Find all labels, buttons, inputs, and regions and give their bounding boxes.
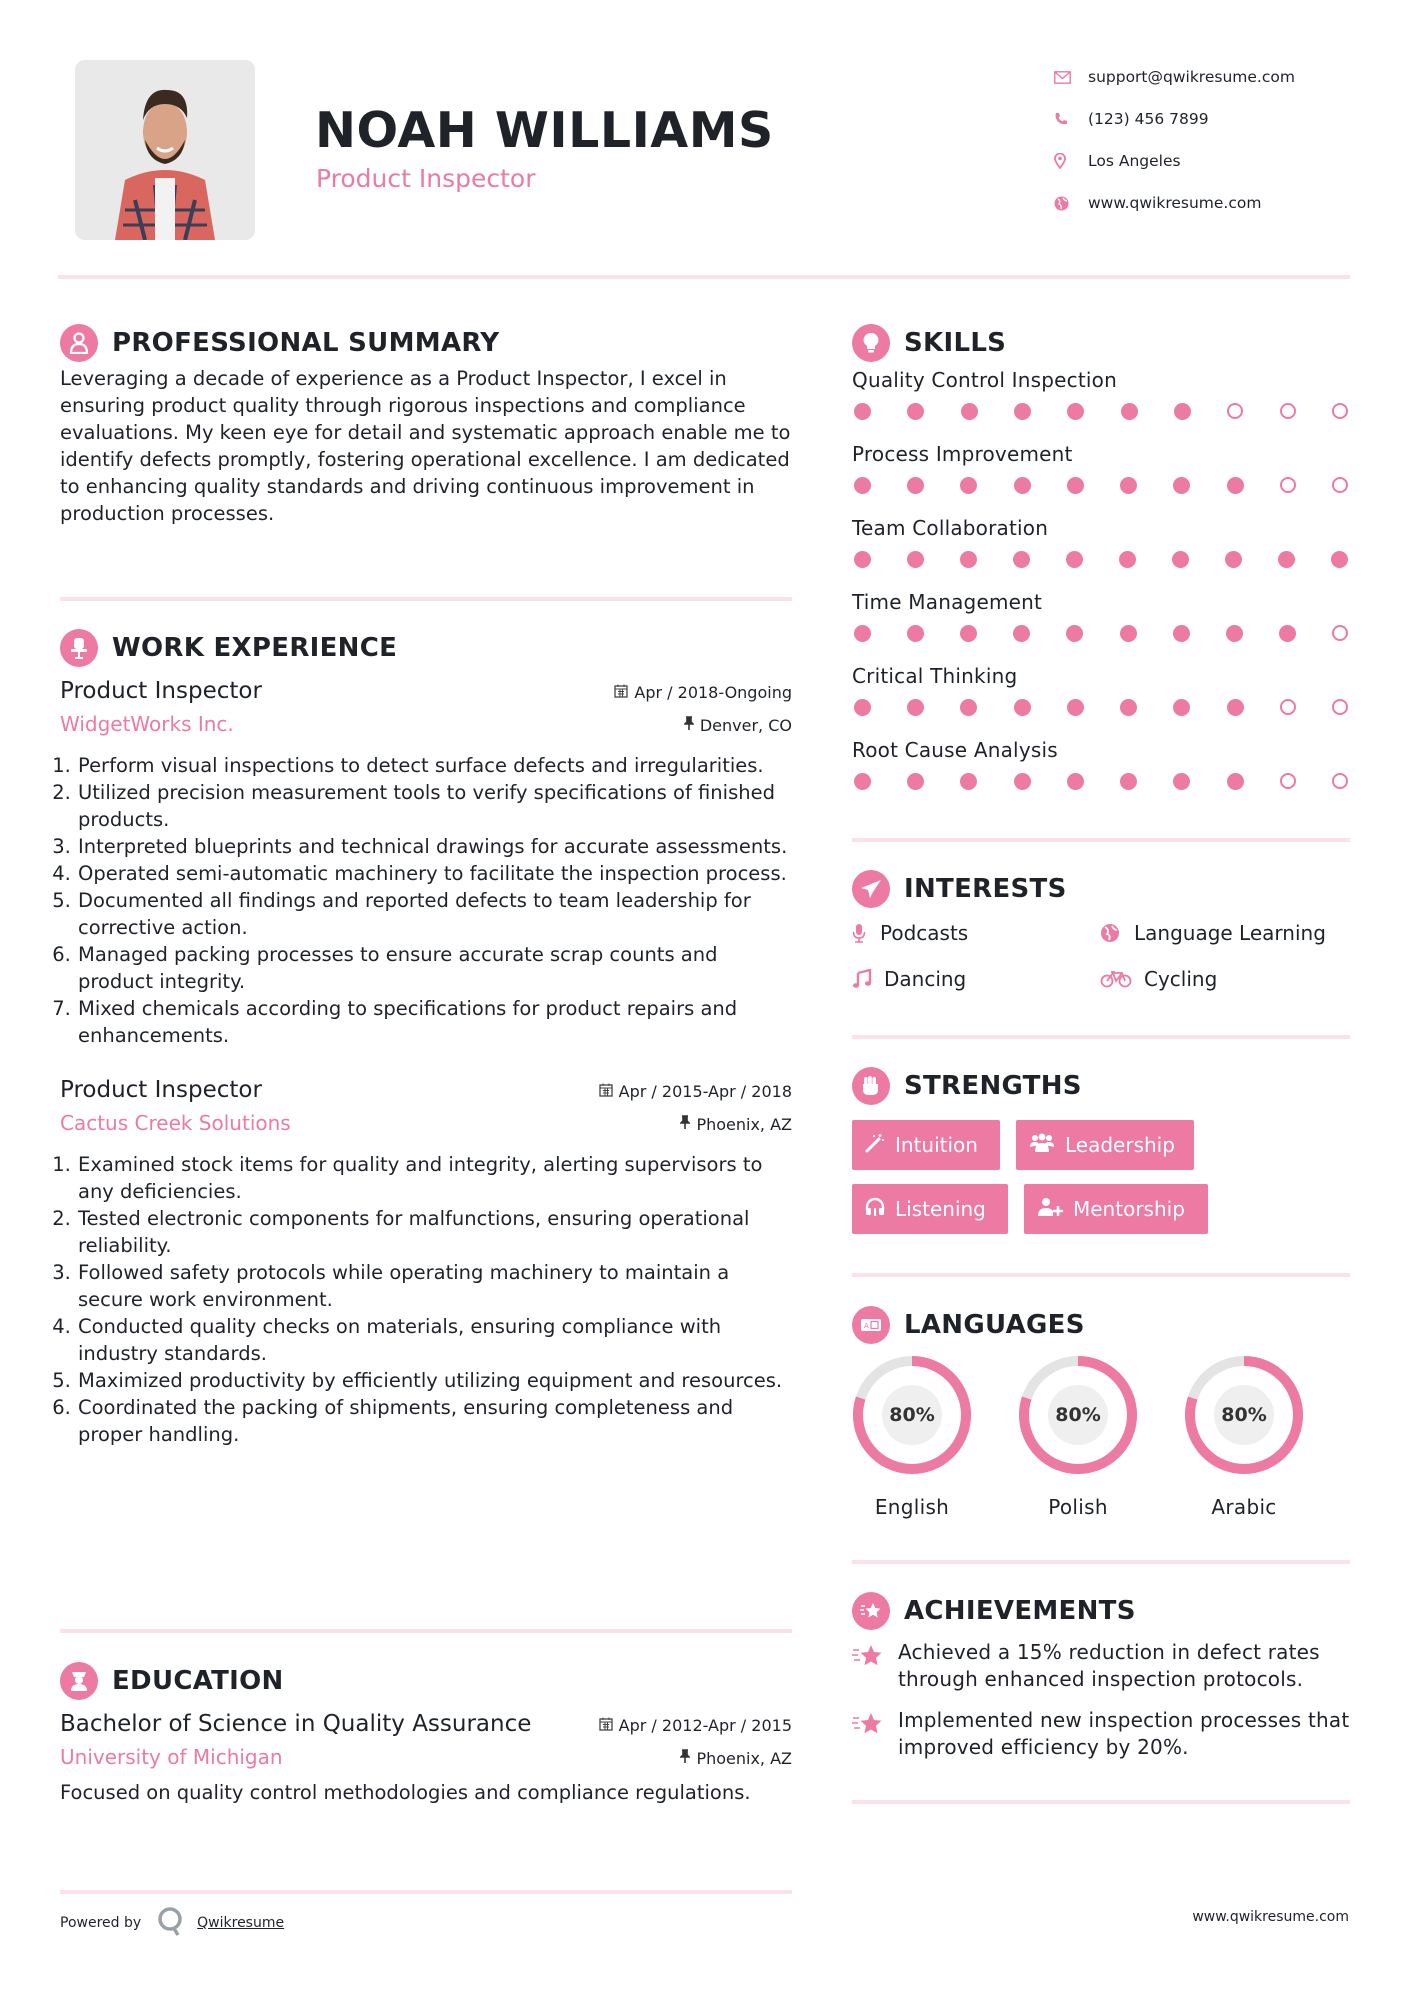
contact-phone[interactable]: (123) 456 7899 — [1052, 98, 1392, 140]
section-divider — [60, 1890, 792, 1894]
map-pin-icon — [1052, 153, 1088, 169]
school-name: University of Michigan — [60, 1745, 283, 1769]
footer-website[interactable]: www.qwikresume.com — [1192, 1909, 1349, 1925]
list-item: 7. Mixed chemicals according to specifications for product repairs and enhancements. — [77, 995, 792, 1049]
filled-dot-icon — [960, 699, 977, 716]
filled-dot-icon — [961, 403, 978, 420]
filled-dot-icon — [1014, 477, 1031, 494]
filled-dot-icon — [854, 773, 871, 790]
fist-icon — [852, 1067, 890, 1105]
skill-rating — [852, 617, 1350, 661]
section-divider — [852, 838, 1350, 842]
interest-item: Dancing — [852, 963, 1100, 995]
empty-dot-icon — [1332, 699, 1348, 715]
filled-dot-icon — [854, 477, 871, 494]
filled-dot-icon — [1120, 477, 1137, 494]
summary-text: Leveraging a decade of experience as a Product Inspector, I excel in ensuring product quality through rigorous inspections and compliance evaluations. My keen eye for detail and systematic approach enable me to identify defects promptly, fostering operational excellence. I am dedicated to enhancing quality standards and driving continuous improvement in production processes. — [60, 367, 791, 525]
language-name: Polish — [1048, 1495, 1108, 1519]
person-photo-icon — [75, 60, 255, 240]
magic-wand-icon — [865, 1133, 885, 1158]
filled-dot-icon — [907, 477, 924, 494]
section-divider — [852, 1273, 1350, 1277]
list-item: 4. Operated semi-automatic machinery to facilitate the inspection process. — [77, 860, 792, 887]
education-entry — [60, 1711, 792, 1806]
job-dates: Apr / 2018-Ongoing — [614, 683, 792, 702]
phone-icon — [1052, 112, 1088, 126]
progress-ring — [852, 1355, 972, 1475]
section-skills — [852, 323, 1350, 809]
pushpin-icon — [680, 1749, 690, 1768]
list-item: 6. Managed packing processes to ensure accurate scrap counts and product integrity. — [77, 941, 792, 995]
filled-dot-icon — [1013, 625, 1030, 642]
language-item — [1018, 1355, 1138, 1519]
skill-rating — [852, 691, 1350, 735]
language-item — [852, 1355, 972, 1519]
skill-name: Quality Control Inspection — [852, 368, 1117, 392]
filled-dot-icon — [1014, 699, 1031, 716]
interest-item: Language Learning — [1100, 917, 1350, 949]
filled-dot-icon — [1013, 551, 1030, 568]
section-header: STRENGTHS — [852, 1066, 1350, 1106]
list-item: 1. Perform visual inspections to detect surface defects and irregularities. — [77, 752, 792, 779]
filled-dot-icon — [1331, 551, 1348, 568]
degree-title: Bachelor of Science in Quality Assurance — [60, 1711, 532, 1737]
job-title: Product Inspector — [60, 1077, 262, 1103]
language-item — [1184, 1355, 1304, 1519]
progress-ring — [1018, 1355, 1138, 1475]
strength-tag: Mentorship — [1024, 1184, 1208, 1234]
interest-item: Cycling — [1100, 963, 1350, 995]
skill-name: Critical Thinking — [852, 664, 1018, 688]
filled-dot-icon — [1227, 773, 1244, 790]
company-name: WidgetWorks Inc. — [60, 712, 234, 736]
qwikresume-logo-icon — [157, 1906, 183, 1940]
strengths-list — [852, 1120, 1252, 1234]
contact-location: Los Angeles — [1052, 140, 1392, 182]
list-item: 3. Interpreted blueprints and technical drawings for accurate assessments. — [77, 833, 792, 860]
filled-dot-icon — [1173, 625, 1190, 642]
shooting-star-icon — [852, 1592, 890, 1630]
candidate-title: Product Inspector — [316, 164, 536, 193]
calendar-icon — [599, 1082, 613, 1101]
section-divider — [60, 1629, 792, 1633]
filled-dot-icon — [1067, 773, 1084, 790]
empty-dot-icon — [1332, 773, 1348, 789]
bicycle-icon — [1100, 970, 1144, 988]
profile-photo — [75, 60, 255, 240]
language-name: English — [874, 1495, 950, 1519]
filled-dot-icon — [1279, 625, 1296, 642]
filled-dot-icon — [960, 477, 977, 494]
education-location: Phoenix, AZ — [680, 1749, 792, 1768]
filled-dot-icon — [960, 625, 977, 642]
section-header: PROFESSIONAL SUMMARY — [60, 323, 792, 363]
list-item: 1. Examined stock items for quality and integrity, alerting supervisors to any deficiencies. — [77, 1151, 792, 1205]
section-strengths — [852, 1066, 1350, 1234]
section-header: SKILLS — [852, 323, 1350, 363]
shooting-star-icon — [852, 1639, 898, 1693]
section-professional-summary — [60, 323, 792, 527]
chair-icon — [60, 629, 98, 667]
empty-dot-icon — [1280, 773, 1296, 789]
user-plus-icon — [1037, 1197, 1063, 1222]
list-item: 2. Utilized precision measurement tools to verify specifications of finished products. — [77, 779, 792, 833]
strength-tag: Listening — [852, 1184, 1008, 1234]
filled-dot-icon — [1120, 773, 1137, 790]
filled-dot-icon — [1174, 403, 1191, 420]
section-divider — [852, 1035, 1350, 1039]
filled-dot-icon — [907, 551, 924, 568]
job-entry — [60, 1077, 792, 1448]
list-item: 4. Conducted quality checks on materials, ensuring compliance with industry standards. — [77, 1313, 792, 1367]
filled-dot-icon — [1225, 551, 1242, 568]
language-name: Arabic — [1211, 1495, 1277, 1519]
skill-name: Team Collaboration — [852, 516, 1049, 540]
section-header: WORK EXPERIENCE — [60, 628, 792, 668]
interests-list — [852, 917, 1350, 995]
strength-tag: Intuition — [852, 1120, 1000, 1170]
filled-dot-icon — [1067, 403, 1084, 420]
language-percent: 80% — [1048, 1385, 1108, 1445]
filled-dot-icon — [1120, 625, 1137, 642]
job-location: Denver, CO — [684, 716, 792, 735]
filled-dot-icon — [1067, 699, 1084, 716]
empty-dot-icon — [1332, 477, 1348, 493]
list-item: 6. Coordinated the packing of shipments, ensuring completeness and proper handling. — [77, 1394, 792, 1448]
empty-dot-icon — [1280, 699, 1296, 715]
skill-name: Process Improvement — [852, 442, 1073, 466]
lightbulb-icon — [852, 324, 890, 362]
envelope-icon — [1052, 71, 1088, 84]
languages-list — [852, 1355, 1350, 1519]
job-dates: Apr / 2015-Apr / 2018 — [599, 1082, 792, 1101]
filled-dot-icon — [1119, 551, 1136, 568]
list-item: 5. Documented all findings and reported defects to team leadership for corrective action. — [77, 887, 792, 941]
skill-rating — [852, 469, 1350, 513]
filled-dot-icon — [1066, 625, 1083, 642]
filled-dot-icon — [1120, 699, 1137, 716]
calendar-icon — [614, 683, 628, 702]
section-languages — [852, 1305, 1350, 1519]
job-title: Product Inspector — [60, 678, 262, 704]
section-achievements — [852, 1591, 1350, 1761]
skill-rating — [852, 543, 1350, 587]
filled-dot-icon — [1173, 773, 1190, 790]
filled-dot-icon — [1226, 625, 1243, 642]
pushpin-icon — [680, 1115, 690, 1134]
svg-text:A: A — [864, 1322, 869, 1330]
header-divider — [58, 275, 1350, 279]
calendar-icon — [599, 1716, 613, 1735]
filled-dot-icon — [1227, 477, 1244, 494]
filled-dot-icon — [907, 403, 924, 420]
qwikresume-link[interactable]: Qwikresume — [197, 1915, 285, 1931]
skill-name: Time Management — [852, 590, 1043, 614]
empty-dot-icon — [1280, 477, 1296, 493]
achievement-item: Achieved a 15% reduction in defect rates through enhanced inspection protocols. — [852, 1639, 1350, 1693]
filled-dot-icon — [907, 699, 924, 716]
filled-dot-icon — [907, 625, 924, 642]
list-item: 3. Followed safety protocols while operating machinery to maintain a secure work environment. — [77, 1259, 792, 1313]
filled-dot-icon — [854, 403, 871, 420]
filled-dot-icon — [1173, 477, 1190, 494]
filled-dot-icon — [1014, 403, 1031, 420]
filled-dot-icon — [1014, 773, 1031, 790]
microphone-icon — [852, 923, 880, 943]
language-percent: 80% — [1214, 1385, 1274, 1445]
job-bullets — [60, 752, 792, 1049]
section-education — [60, 1661, 792, 1806]
skill-name: Root Cause Analysis — [852, 738, 1058, 762]
company-name: Cactus Creek Solutions — [60, 1111, 291, 1135]
section-header: EDUCATION — [60, 1661, 792, 1701]
skill-rating — [852, 765, 1350, 809]
section-header: ACHIEVEMENTS — [852, 1591, 1350, 1631]
globe-icon — [1052, 196, 1088, 211]
contact-email[interactable]: support@qwikresume.com — [1052, 56, 1392, 98]
empty-dot-icon — [1227, 403, 1243, 419]
strength-tag: Leadership — [1016, 1120, 1194, 1170]
candidate-name: NOAH WILLIAMS — [315, 102, 774, 159]
section-header: INTERESTS — [852, 869, 1350, 909]
group-icon — [1029, 1133, 1055, 1158]
filled-dot-icon — [907, 773, 924, 790]
skills-list — [852, 365, 1350, 809]
section-divider — [852, 1560, 1350, 1564]
filled-dot-icon — [1227, 699, 1244, 716]
graduate-icon — [60, 1662, 98, 1700]
filled-dot-icon — [1067, 477, 1084, 494]
empty-dot-icon — [1332, 625, 1348, 641]
filled-dot-icon — [1278, 551, 1295, 568]
filled-dot-icon — [1172, 551, 1189, 568]
empty-dot-icon — [1280, 403, 1296, 419]
language-percent: 80% — [882, 1385, 942, 1445]
filled-dot-icon — [854, 625, 871, 642]
contact-website[interactable]: www.qwikresume.com — [1052, 182, 1392, 224]
filled-dot-icon — [854, 699, 871, 716]
section-header: A LANGUAGES — [852, 1305, 1350, 1345]
section-interests — [852, 869, 1350, 995]
paper-plane-icon — [852, 870, 890, 908]
achievement-item: Implemented new inspection processes that improved efficiency by 20%. — [852, 1707, 1350, 1761]
filled-dot-icon — [854, 551, 871, 568]
filled-dot-icon — [1173, 699, 1190, 716]
headphones-icon — [865, 1197, 885, 1222]
job-entry — [60, 678, 792, 1049]
music-note-icon — [852, 969, 880, 989]
shooting-star-icon — [852, 1707, 898, 1761]
job-location: Phoenix, AZ — [680, 1115, 792, 1134]
section-work-experience — [60, 628, 792, 1448]
contact-info — [1052, 56, 1392, 224]
interest-item: Podcasts — [852, 917, 1100, 949]
job-bullets — [60, 1151, 792, 1448]
skill-rating — [852, 395, 1350, 439]
user-icon — [60, 324, 98, 362]
section-divider — [60, 597, 792, 601]
empty-dot-icon — [1332, 403, 1348, 419]
filled-dot-icon — [960, 551, 977, 568]
progress-ring — [1184, 1355, 1304, 1475]
filled-dot-icon — [1121, 403, 1138, 420]
education-dates: Apr / 2012-Apr / 2015 — [599, 1716, 792, 1735]
list-item: 2. Tested electronic components for malfunctions, ensuring operational reliability. — [77, 1205, 792, 1259]
filled-dot-icon — [960, 773, 977, 790]
section-divider — [852, 1800, 1350, 1804]
education-description: Focused on quality control methodologies and compliance regulations. — [60, 1781, 751, 1804]
list-item: 5. Maximized productivity by efficiently utilizing equipment and resources. — [77, 1367, 792, 1394]
filled-dot-icon — [1066, 551, 1083, 568]
globe-icon — [1100, 923, 1134, 943]
pushpin-icon — [684, 716, 694, 735]
translate-icon — [852, 1306, 890, 1344]
footer-powered-by: Powered by Qwikresume — [60, 1906, 284, 1940]
